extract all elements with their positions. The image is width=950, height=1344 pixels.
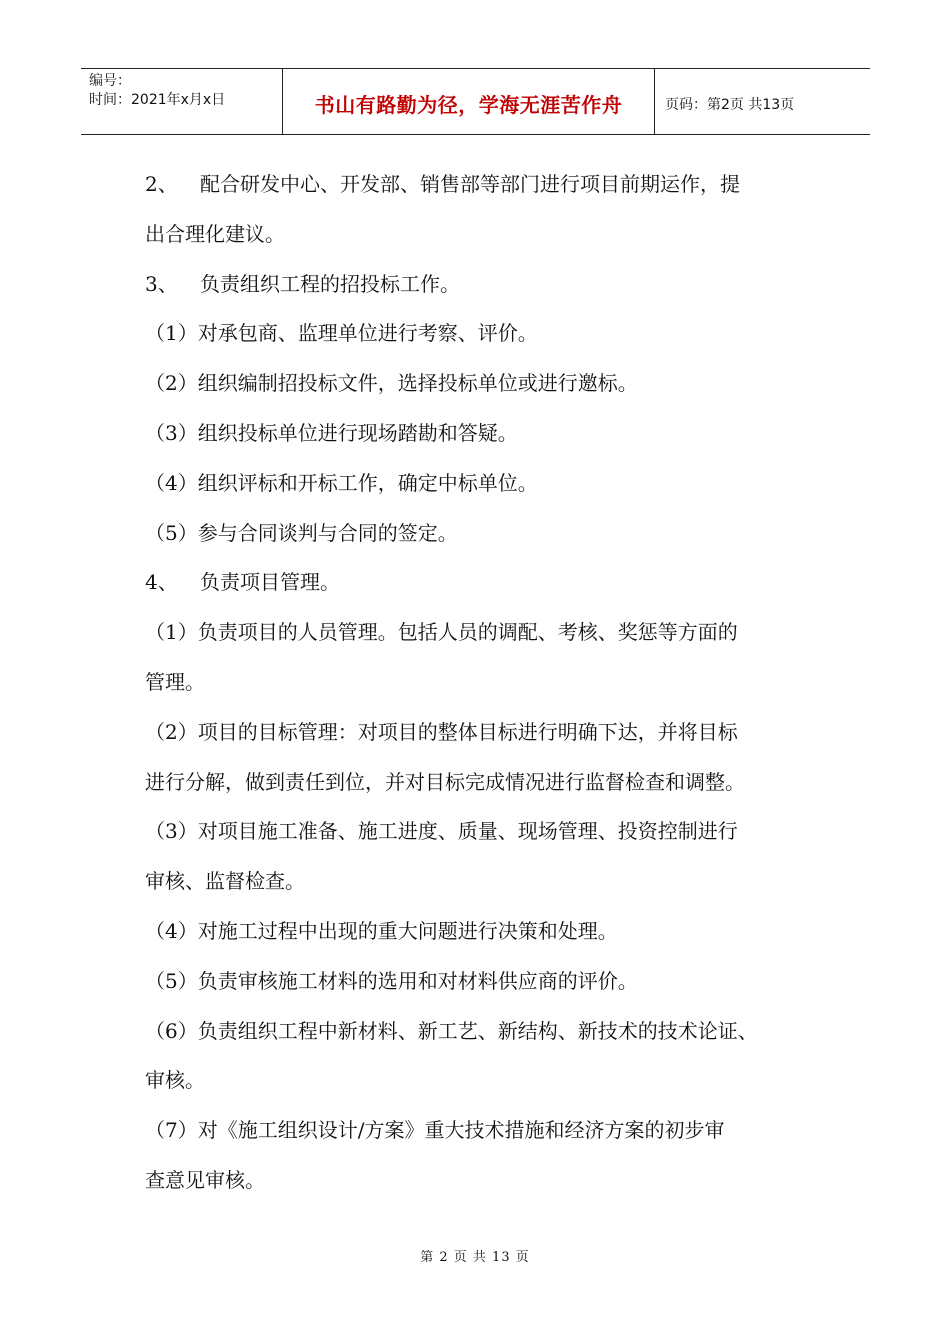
header-meta xyxy=(81,69,283,134)
body-line xyxy=(145,409,825,459)
body-line xyxy=(145,459,825,509)
line-text: （1）对承包商、监理单位进行考察、评价。 xyxy=(145,321,538,346)
body-line xyxy=(145,160,825,210)
line-text: （5）负责审核施工材料的选用和对材料供应商的评价。 xyxy=(145,968,638,993)
line-text: 配合研发中心、开发部、销售部等部门进行项目前期运作，提 xyxy=(200,172,740,196)
line-text: （6）负责组织工程中新材料、新工艺、新结构、新技术的技术论证、 xyxy=(145,1018,758,1043)
body-line xyxy=(145,658,825,708)
body-line xyxy=(145,558,825,608)
body-line xyxy=(145,608,825,658)
header-slogan: 书山有路勤为径，学海无涯苦作舟 xyxy=(283,69,655,134)
header-page-number: 页码：第2页 共13页 xyxy=(665,96,795,113)
body-line xyxy=(145,1156,825,1206)
line-text: （5）参与合同谈判与合同的签定。 xyxy=(145,520,458,545)
line-text: （3）组织投标单位进行现场踏勘和答疑。 xyxy=(145,420,518,445)
body-line xyxy=(145,309,825,359)
line-text: 进行分解，做到责任到位，并对目标完成情况进行监督检查和调整。 xyxy=(145,769,745,794)
document-date: 时间：2021年x月x日 xyxy=(89,92,226,108)
item-number: 4、 xyxy=(145,570,178,595)
page-header xyxy=(81,68,870,135)
body-line xyxy=(145,708,825,758)
body-line xyxy=(145,957,825,1007)
line-text: （7）对《施工组织设计/方案》重大技术措施和经济方案的初步审 xyxy=(145,1118,725,1143)
line-text: （2）组织编制招投标文件，选择投标单位或进行邀标。 xyxy=(145,371,638,396)
line-text: 审核。 xyxy=(145,1068,205,1093)
line-text: 审核、监督检查。 xyxy=(145,869,305,894)
line-text: 查意见审核。 xyxy=(145,1167,265,1192)
line-text: （4）组织评标和开标工作，确定中标单位。 xyxy=(145,470,538,495)
page-footer: 第 2 页 共 13 页 xyxy=(420,1250,530,1265)
line-text: （1）负责项目的人员管理。包括人员的调配、考核、奖惩等方面的 xyxy=(145,620,738,645)
line-text: 负责组织工程的招投标工作。 xyxy=(200,271,460,296)
body-line xyxy=(145,260,825,310)
line-text: 负责项目管理。 xyxy=(200,570,340,595)
body-line xyxy=(145,359,825,409)
item-number: 3、 xyxy=(145,271,178,296)
body-line xyxy=(145,1007,825,1057)
body-line xyxy=(145,1056,825,1106)
line-text: （3）对项目施工准备、施工进度、质量、现场管理、投资控制进行 xyxy=(145,819,738,844)
body-line xyxy=(145,1106,825,1156)
document-number: 编号： xyxy=(89,73,131,89)
item-number: 2、 xyxy=(145,172,178,196)
body-line xyxy=(145,210,825,260)
body-line xyxy=(145,807,825,857)
line-text: 出合理化建议。 xyxy=(145,221,285,246)
body-line xyxy=(145,857,825,907)
line-text: 管理。 xyxy=(145,669,205,694)
line-text: （4）对施工过程中出现的重大问题进行决策和处理。 xyxy=(145,918,618,943)
body-line xyxy=(145,509,825,559)
body-line xyxy=(145,758,825,808)
body-line xyxy=(145,907,825,957)
line-text: （2）项目的目标管理：对项目的整体目标进行明确下达，并将目标 xyxy=(145,719,738,744)
document-body xyxy=(145,160,825,1206)
